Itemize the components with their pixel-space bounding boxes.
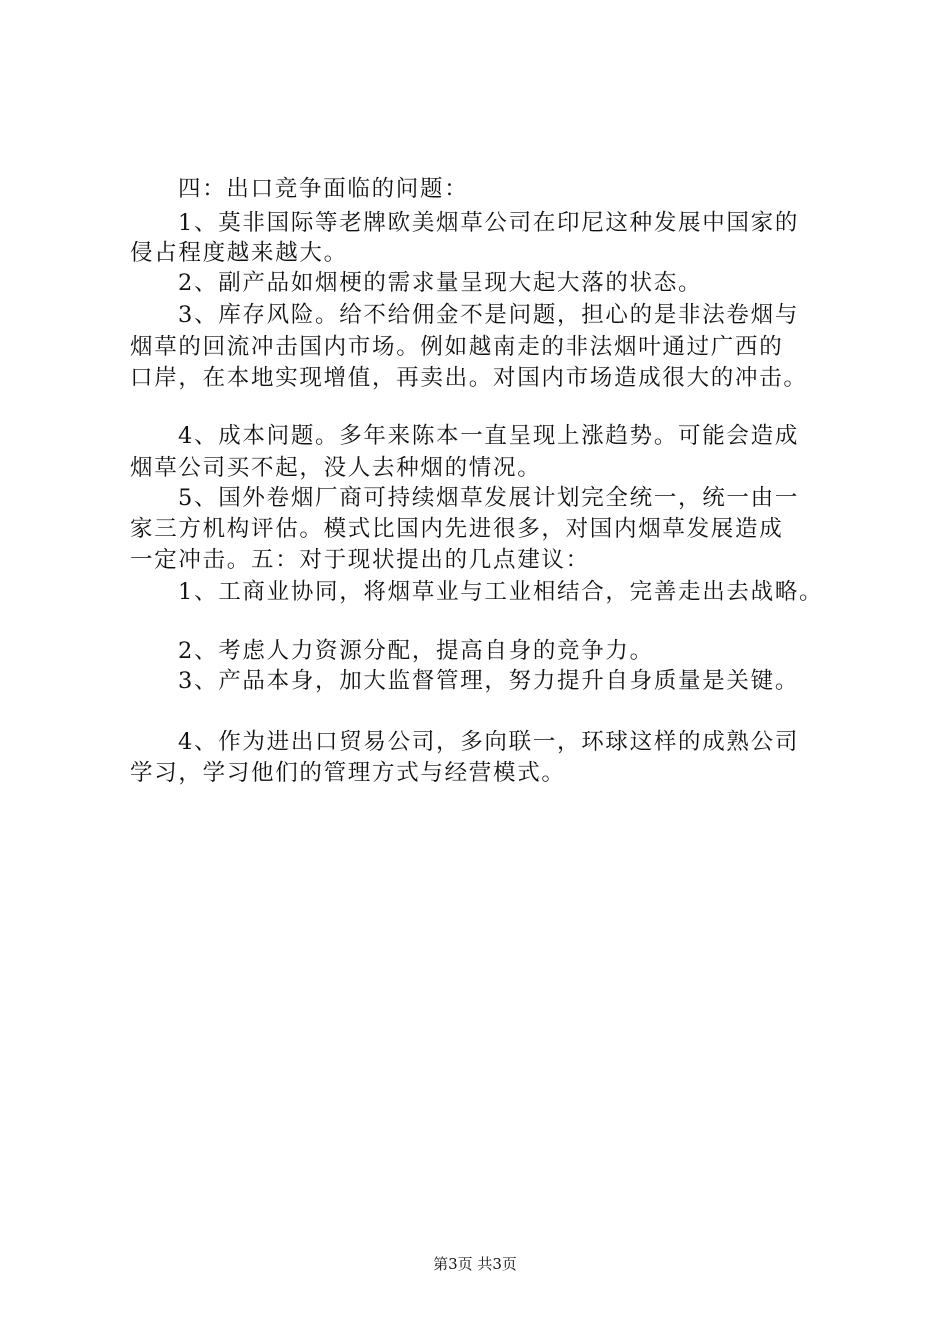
paragraph-line: 家三方机构评估。模式比国内先进很多，对国内烟草发展造成 (130, 516, 784, 542)
paragraph-line: 烟草的回流冲击国内市场。例如越南走的非法烟叶通过广西的 (130, 334, 784, 360)
paragraph-line: 1、莫非国际等老牌欧美烟草公司在印尼这种发展中国家的 (178, 210, 800, 236)
paragraph-line: 3、库存风险。给不给佣金不是问题，担心的是非法卷烟与 (178, 302, 800, 328)
paragraph-line: 2、考虑人力资源分配，提高自身的竞争力。 (178, 638, 654, 664)
paragraph-line: 4、作为进出口贸易公司，多向联一，环球这样的成熟公司 (178, 729, 800, 755)
paragraph-line: 1、工商业协同，将烟草业与工业相结合，完善走出去战略。 (178, 579, 824, 605)
page-number-footer: 第3页 共3页 (433, 1255, 517, 1273)
section-heading-problems: 四：出口竞争面临的问题： (178, 176, 469, 202)
paragraph-line: 侵占程度越来越大。 (130, 240, 348, 266)
paragraph-line: 5、国外卷烟厂商可持续烟草发展计划完全统一，统一由一 (178, 485, 800, 511)
paragraph-line: 一定冲击。五：对于现状提出的几点建议： (130, 547, 590, 573)
paragraph-line: 口岸，在本地实现增值，再卖出。对国内市场造成很大的冲击。 (130, 365, 808, 391)
paragraph-line: 烟草公司买不起，没人去种烟的情况。 (130, 455, 542, 481)
paragraph-line: 3、产品本身，加大监督管理，努力提升自身质量是关键。 (178, 668, 800, 694)
paragraph-line: 4、成本问题。多年来陈本一直呈现上涨趋势。可能会造成 (178, 423, 800, 449)
paragraph-line: 学习，学习他们的管理方式与经营模式。 (130, 760, 566, 786)
paragraph-line: 2、副产品如烟梗的需求量呈现大起大落的状态。 (178, 270, 703, 296)
